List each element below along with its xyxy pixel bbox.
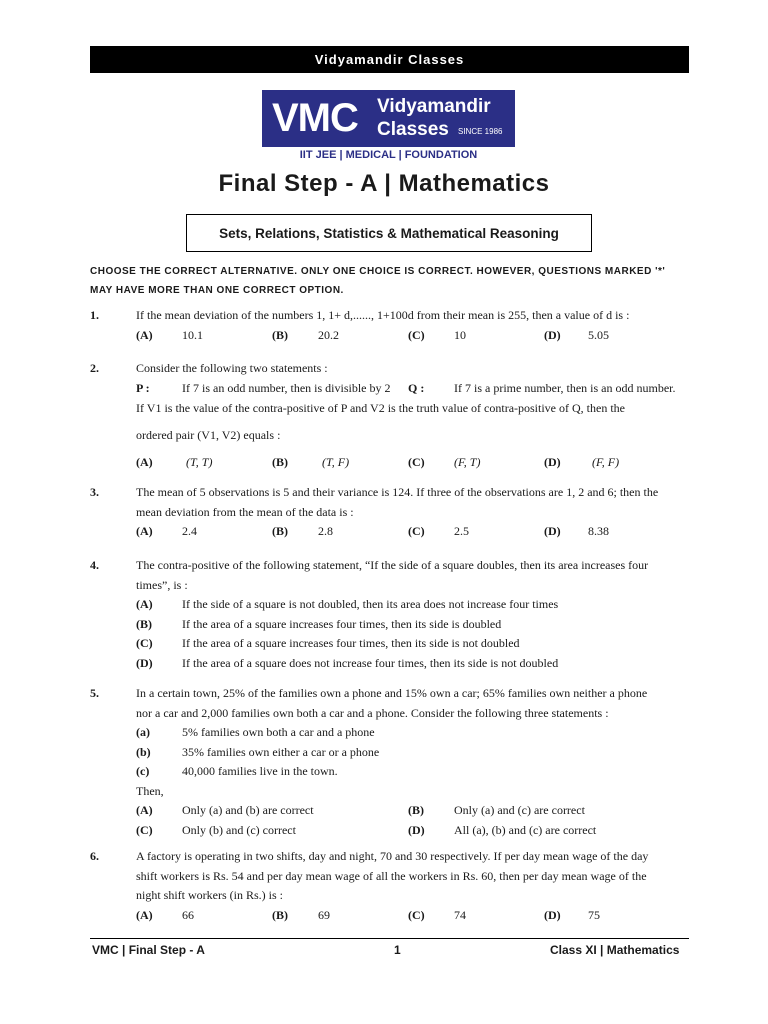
options-row: [136, 453, 688, 473]
statement-text: 5% families own both a car and a phone: [182, 725, 375, 739]
instructions: CHOOSE THE CORRECT ALTERNATIVE. ONLY ONE CHOICE IS CORRECT. HOWEVER, QUESTIONS MARKED '*' MAY HAVE MORE THAN ONE CORRECT OPTION.: [90, 266, 666, 296]
question-text: Then,: [136, 783, 164, 798]
option-text: 2.4: [182, 524, 197, 538]
option-label: (C): [408, 524, 425, 538]
logo-since: SINCE 1986: [458, 127, 503, 136]
option-text: If the area of a square does not increase four times, then its side is not doubled: [182, 655, 559, 670]
option-label: (B): [272, 455, 288, 469]
option-label: (A): [136, 597, 153, 611]
footer-right: Class XI | Mathematics: [550, 943, 680, 957]
option-text: 74: [454, 907, 466, 922]
option-row: [136, 654, 688, 674]
option-text: If the area of a square increases four times, then its side is doubled: [182, 616, 502, 631]
option-text: All (a), (b) and (c) are correct: [454, 822, 597, 837]
question-number: 3.: [90, 485, 99, 499]
option-label: (D): [408, 822, 425, 837]
logo-tagline: IIT JEE | MEDICAL | FOUNDATION: [299, 149, 478, 161]
question-text: In a certain town, 25% of the families own a phone and 15% own a car; 65% families own neither a phone: [136, 686, 648, 700]
option-label: (C): [408, 907, 425, 922]
options-row: [136, 801, 688, 821]
question-text: times”, is :: [136, 577, 188, 592]
option-text: 5.05: [588, 327, 609, 342]
page-title: Final Step - A | Mathematics: [218, 170, 550, 197]
question-text: The contra-positive of the following statement, “If the side of a square doubles, then its area increases four: [136, 558, 649, 572]
option-label: (A): [136, 907, 153, 922]
chapter-subtitle: Sets, Relations, Statistics & Mathematical Reasoning: [186, 214, 592, 252]
question-text: A factory is operating in two shifts, day and night, 70 and 30 respectively. If per day mean wage of the day: [136, 849, 649, 863]
question-text: If V1 is the value of the contra-positive of P and V2 is the truth value of contra-positive of Q, then the: [136, 401, 625, 415]
statement-row: [136, 762, 688, 782]
options-row: [136, 821, 688, 841]
option-text: 10: [454, 327, 466, 342]
vmc-logo: [262, 90, 515, 162]
statement-row: [136, 723, 688, 743]
option-label: (B): [408, 803, 424, 817]
option-text: (T, F): [322, 455, 350, 469]
question-text: ordered pair (V1, V2) equals :: [136, 427, 281, 442]
question-text: nor a car and 2,000 families own both a car and a phone. Consider the following three statements :: [136, 705, 609, 720]
option-text: (T, T): [186, 455, 213, 469]
question-text: mean deviation from the mean of the data is :: [136, 504, 354, 519]
footer-left: VMC | Final Step - A: [92, 943, 205, 957]
option-text: (F, F): [592, 455, 620, 469]
statement-label: (c): [136, 764, 150, 778]
option-label: (C): [136, 822, 153, 837]
options-row: [136, 326, 688, 346]
statement-label: (a): [136, 725, 150, 739]
option-row: [136, 634, 688, 654]
option-label: (B): [272, 524, 288, 538]
option-text: 2.5: [454, 524, 469, 538]
question-number: 6.: [90, 849, 99, 863]
statement-q-label: Q :: [408, 380, 425, 395]
option-row: [136, 595, 688, 615]
logo-name-line1: Vidyamandir: [377, 96, 491, 117]
option-text: 20.2: [318, 327, 339, 342]
footer-divider: [90, 938, 689, 939]
option-row: [136, 615, 688, 635]
question-number: 4.: [90, 558, 99, 572]
statement-text: 35% families own either a car or a phone: [182, 744, 380, 759]
option-label: (B): [272, 327, 288, 342]
statement-q-text: If 7 is a prime number, then is an odd number.: [454, 380, 676, 395]
page-number: 1: [394, 943, 401, 957]
option-label: (A): [136, 803, 153, 817]
option-text: 69: [318, 907, 330, 922]
option-label: (D): [544, 907, 561, 922]
option-label: (D): [544, 327, 561, 342]
option-label: (B): [272, 907, 288, 922]
option-text: Only (a) and (c) are correct: [454, 803, 585, 817]
option-label: (B): [136, 616, 152, 631]
options-row: [136, 906, 688, 926]
statement-label: (b): [136, 744, 151, 759]
option-label: (A): [136, 524, 153, 538]
logo-mark: VMC: [272, 96, 358, 140]
question-text: If the mean deviation of the numbers 1, 1+ d,......, 1+100d from their mean is 255, then a value of d is :: [136, 308, 630, 322]
option-label: (D): [544, 524, 561, 538]
option-text: If the area of a square increases four times, then its side is not doubled: [182, 636, 520, 650]
option-label: (C): [408, 455, 425, 469]
option-label: (D): [136, 655, 153, 670]
option-text: 10.1: [182, 327, 203, 342]
option-text: Only (b) and (c) correct: [182, 822, 296, 837]
option-label: (A): [136, 327, 153, 342]
question-text: Consider the following two statements :: [136, 361, 328, 375]
question-text: The mean of 5 observations is 5 and their variance is 124. If three of the observations are 1, 2 and 6; then the: [136, 485, 659, 499]
options-row: [136, 522, 688, 542]
option-text: If the side of a square is not doubled, then its area does not increase four times: [182, 597, 559, 611]
logo-name-line2: Classes: [377, 119, 449, 140]
question-number: 2.: [90, 361, 99, 375]
question-number: 5.: [90, 686, 99, 700]
option-label: (C): [408, 327, 425, 342]
header-banner: Vidyamandir Classes: [90, 46, 689, 73]
statement-p-label: P :: [136, 380, 150, 395]
question-text: shift workers is Rs. 54 and per day mean wage of all the workers in Rs. 60, then per day mean wage of the: [136, 868, 647, 883]
question-text: night shift workers (in Rs.) is :: [136, 888, 283, 902]
option-text: 8.38: [588, 524, 609, 538]
option-text: Only (a) and (b) are correct: [182, 803, 314, 817]
statement-text: 40,000 families live in the town.: [182, 764, 338, 778]
option-label: (C): [136, 636, 153, 650]
statement-p-text: If 7 is an odd number, then is divisible by 2: [182, 380, 391, 395]
option-text: 75: [588, 907, 600, 922]
option-label: (A): [136, 455, 153, 469]
statements-row: [136, 379, 688, 399]
option-label: (D): [544, 455, 561, 469]
statement-row: [136, 743, 688, 763]
option-text: 2.8: [318, 524, 333, 538]
question-number: 1.: [90, 308, 99, 322]
option-text: (F, T): [454, 455, 481, 469]
option-text: 66: [182, 907, 194, 922]
